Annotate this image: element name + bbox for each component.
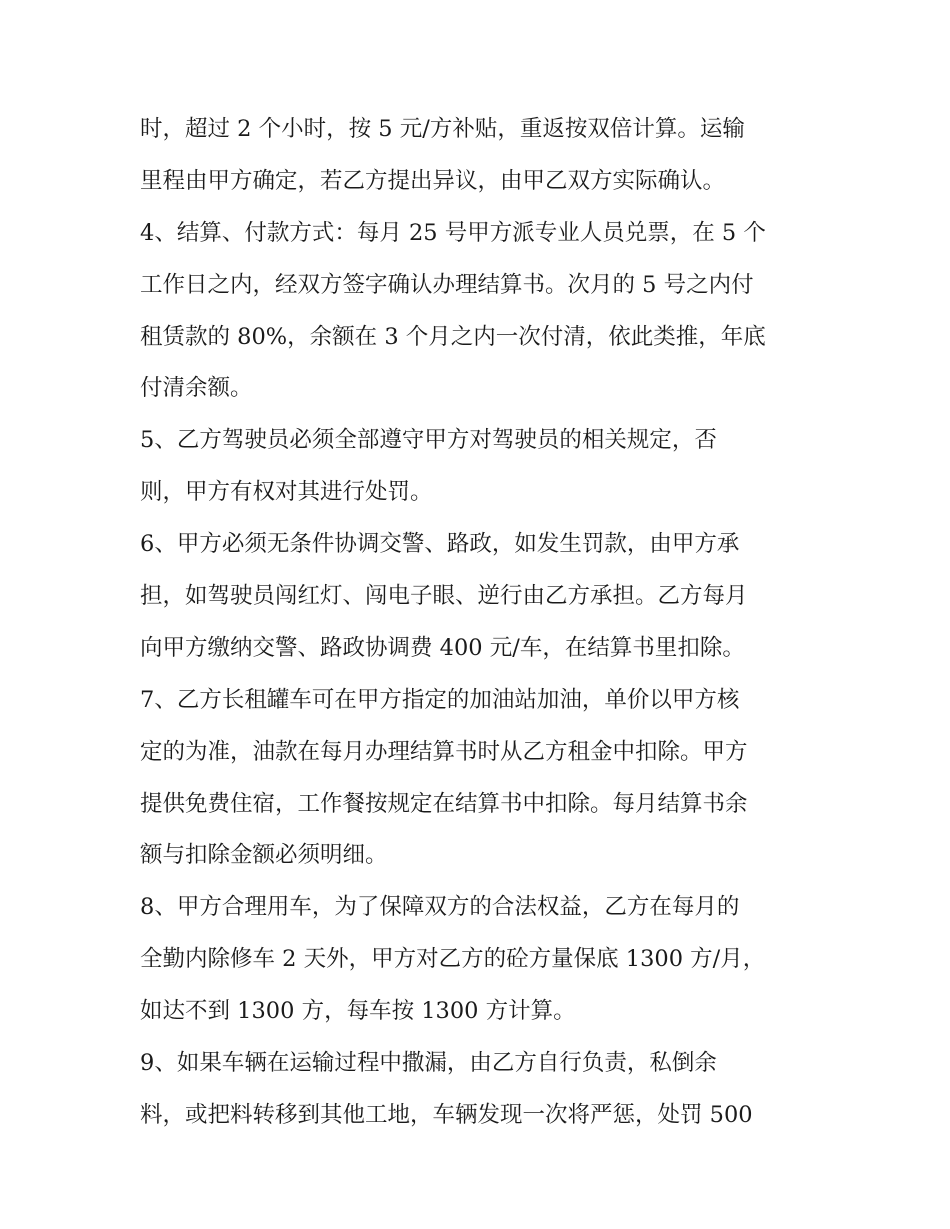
clause-9-line: 9、如果车辆在运输过程中撒漏，由乙方自行负责，私倒余: [140, 1050, 717, 1077]
contract-text: [140, 104, 820, 1142]
text-line: 付清余额。: [140, 375, 253, 402]
text-line: 租赁款的 80%，余额在 3 个月之内一次付清，依此类推，年底: [140, 323, 766, 350]
clause-4-line: 4、结算、付款方式：每月 25 号甲方派专业人员兑票，在 5 个: [140, 219, 766, 246]
text-line: 向甲方缴纳交警、路政协调费 400 元/车，在结算书里扣除。: [140, 634, 745, 661]
text-line: 料，或把料转移到其他工地，车辆发现一次将严惩，处罚 500: [140, 1101, 753, 1128]
clause-6-line: 6、甲方必须无条件协调交警、路政，如发生罚款，由甲方承: [140, 531, 740, 558]
text-line: 则，甲方有权对其进行处罚。: [140, 479, 433, 506]
clause-5-line: 5、乙方驾驶员必须全部遵守甲方对驾驶员的相关规定，否: [140, 427, 717, 454]
text-line: 里程由甲方确定，若乙方提出异议，由甲乙双方实际确认。: [140, 167, 726, 194]
text-line: 定的为准，油款在每月办理结算书时从乙方租金中扣除。甲方: [140, 738, 748, 765]
clause-7-line: 7、乙方长租罐车可在甲方指定的加油站加油，单价以甲方核: [140, 686, 740, 713]
text-line: 提供免费住宿，工作餐按规定在结算书中扣除。每月结算书余: [140, 790, 748, 817]
text-line: 担，如驾驶员闯红灯、闯电子眼、逆行由乙方承担。乙方每月: [140, 583, 748, 610]
text-line: 如达不到 1300 方，每车按 1300 方计算。: [140, 998, 576, 1025]
text-line: 全勤内除修车 2 天外，甲方对乙方的砼方量保底 1300 方/月，: [140, 946, 766, 973]
text-line: 额与扣除金额必须明细。: [140, 842, 388, 869]
text-line: 工作日之内，经双方签字确认办理结算书。次月的 5 号之内付: [140, 271, 754, 298]
clause-8-line: 8、甲方合理用车，为了保障双方的合法权益，乙方在每月的: [140, 894, 740, 921]
text-line: 时，超过 2 个小时，按 5 元/方补贴，重返按双倍计算。运输: [140, 116, 745, 142]
